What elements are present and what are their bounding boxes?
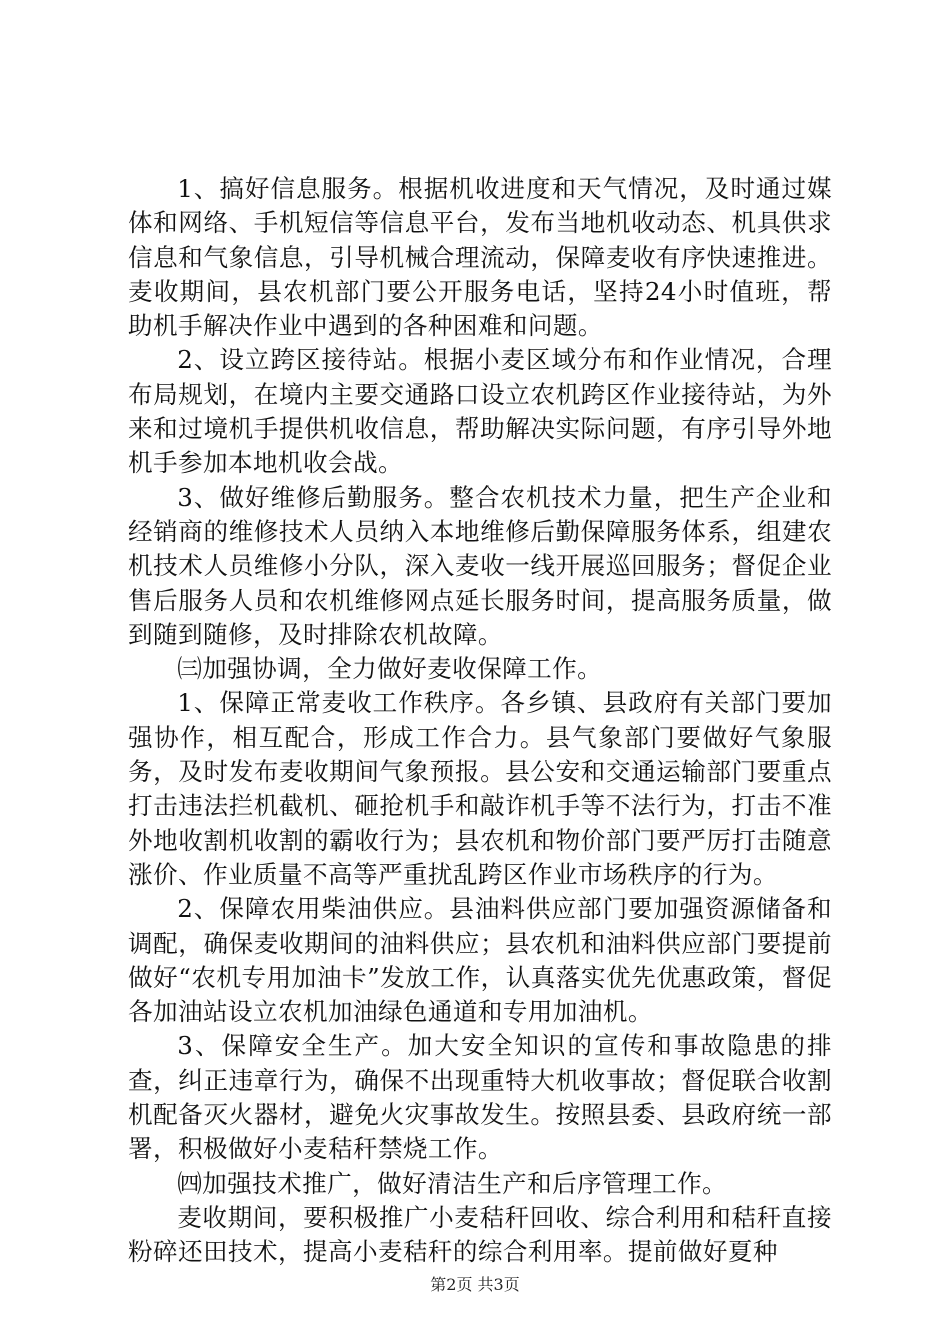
paragraph-5: 2、保障农用柴油供应。县油料供应部门要加强资源储备和调配，确保麦收期间的油料供应；县农机和油料供应部门要提前做好“农机专用加油卡”发放工作，认真落实优先优惠政策，督促各加油站设立农机加油绿色通道和专用加油机。 [128,894,832,1027]
document-body [128,172,832,1270]
page-footer: 第2页 共3页 [430,1275,520,1294]
paragraph-4: 1、保障正常麦收工作秩序。各乡镇、县政府有关部门要加强协作，相互配合，形成工作合力。县气象部门要做好气象服务，及时发布麦收期间气象预报。县公安和交通运输部门要重点打击违法拦机截机、砸抢机手和敲诈机手等不法行为，打击不准外地收割机收割的霸收行为；县农机和物价部门要严厉打击随意涨价、作业质量不高等严重扰乱跨区作业市场秩序的行为。 [128,688,832,889]
section-heading-3: ㈢加强协调，全力做好麦收保障工作。 [177,654,603,684]
paragraph-3: 3、做好维修后勤服务。整合农机技术力量，把生产企业和经销商的维修技术人员纳入本地维修后勤保障服务体系，组建农机技术人员维修小分队，深入麦收一线开展巡回服务；督促企业售后服务人员和农机维修网点延长服务时间，提高服务质量，做到随到随修，及时排除农机故障。 [128,482,832,649]
paragraph-2: 2、设立跨区接待站。根据小麦区域分布和作业情况，合理布局规划，在境内主要交通路口设立农机跨区作业接待站，为外来和过境机手提供机收信息，帮助解决实际问题，有序引导外地机手参加本地机收会战。 [128,345,832,478]
section-heading-4: ㈣加强技术推广，做好清洁生产和后序管理工作。 [177,1168,728,1198]
paragraph-1: 1、搞好信息服务。根据机收进度和天气情况，及时通过媒体和网络、手机短信等信息平台，发布当地机收动态、机具供求信息和气象信息，引导机械合理流动，保障麦收有序快速推进。麦收期间，县农机部门要公开服务电话，坚持24小时值班，帮助机手解决作业中遇到的各种困难和问题。 [128,174,832,341]
paragraph-7: 麦收期间，要积极推广小麦秸秆回收、综合利用和秸秆直接粉碎还田技术，提高小麦秸秆的综合利用率。提前做好夏种 [128,1202,832,1267]
paragraph-6: 3、保障安全生产。加大安全知识的宣传和事故隐患的排查，纠正违章行为，确保不出现重特大机收事故；督促联合收割机配备灭火器材，避免火灾事故发生。按照县委、县政府统一部署，积极做好小麦秸秆禁烧工作。 [128,1031,832,1164]
